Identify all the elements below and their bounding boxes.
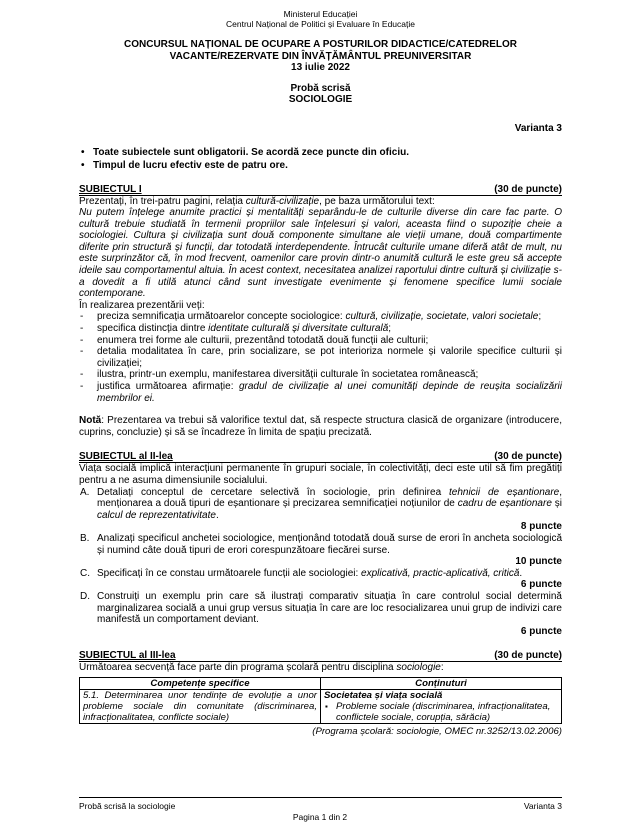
question-letter: A. (80, 486, 90, 498)
table-header-row (80, 677, 562, 689)
content-item: ▪ Probleme sociale (discriminarea, infracționalitatea, conflictele sociale, corupția, sărăcia) (324, 701, 558, 723)
section-3-label: SUBIECTUL al III-lea (79, 650, 176, 662)
rules-list (79, 146, 562, 172)
intro-text-end: : (440, 662, 444, 674)
task-lead: În realizarea prezentării veți: (79, 299, 205, 311)
question-emphasis: calcul de reprezentativitate (97, 509, 216, 521)
task-text: justifica următoarea afirmație: (97, 381, 239, 392)
table-header: Competențe specifice (80, 677, 321, 689)
question-emphasis: tehnicii de eșantionare (448, 486, 560, 498)
exam-page (79, 0, 562, 737)
note-label: Notă (79, 415, 102, 427)
intro-text-end: , pe baza următorului text: (319, 195, 435, 207)
curriculum-table (79, 677, 562, 724)
question-c (79, 568, 562, 591)
section-1-quote: Nu putem înțelege anumite practici și mentalități separându-le de culturile diverse din care fac parte. O cultură trebuie studiată în termenii propriilor sale înțelesuri și valori, aceasta fiind o supoziție cheie a sociologiei. Cultura și civilizația sunt două componente simultane ale vieții umane, două compartimente diferite prin structură și funcții, dar totodată interdependente. Întrucât culturile umane diferă atât de mult, nu este surprinzător că, în mod frecvent, oamenilor care provin dintr-o anumită cultură le este greu să accepte ideile sau comportamentul altuia. În acest context, necesitatea analizei raportului dintre cultură și civilizație s-a dovedit a fi utilă atunci când sunt investigate evenimente și fenomene specifice lumii sociale contemporane. (79, 207, 562, 300)
table-header: Conținuturi (321, 677, 562, 689)
section-1-label: SUBIECTUL I (79, 183, 142, 195)
question-d (79, 591, 562, 637)
task-text: specifica distincția dintre (97, 323, 209, 335)
section-1-intro (79, 196, 562, 208)
task-emphasis: cultură, civilizație, societate, valori societale (345, 311, 539, 323)
task-text-end: ; (388, 323, 392, 335)
section-2-intro: Viața socială implică interacțiuni permanente în grupuri sociale, în colectivități, deci este util să fim pregătiți pentru a ne asuma dimensiunile socialului. (79, 463, 562, 486)
task-text-end: ; (538, 311, 542, 323)
section-1-points: (30 de puncte) (494, 183, 562, 195)
question-b (79, 533, 562, 568)
question-points: 8 puncte (520, 521, 562, 533)
question-points: 6 puncte (520, 579, 562, 591)
question-letter: D. (80, 590, 90, 602)
task-item (79, 381, 562, 404)
intro-emphasis: cultură-civilizație (245, 195, 320, 207)
task-emphasis: gradul de civilizație al unei comunități depinde de reușita socializării membrilor ei. (97, 381, 562, 404)
exam-type: Probă scrisă (290, 82, 351, 94)
rule-item: • Toate subiectele sunt obligatorii. Se acordă zece puncte din oficiu. (79, 146, 562, 159)
note-text: : Prezentarea va trebui să valorifice textul dat, să respecte structura clasică de organizare (introducere, cuprins, concluzie) și să se încadreze în limita de spațiu precizată. (79, 415, 562, 438)
question-emphasis: explicativă, practic-aplicativă, critică (361, 567, 520, 579)
footer-right: Varianta 3 (523, 801, 562, 811)
ministry-name: Ministerul Educației (283, 9, 358, 19)
task-emphasis: identitate culturală și diversitate culturală (208, 323, 389, 335)
section-3-intro (79, 662, 562, 674)
title-line-1: CONCURSUL NAȚIONAL DE OCUPARE A POSTURILOR DIDACTICE/CATEDRELOR (124, 39, 517, 50)
footer-left: Probă scrisă la sociologie (79, 801, 176, 811)
content-title: Societatea și viața socială (324, 689, 443, 701)
intro-text: Prezentați, în trei-patru pagini, relația (79, 195, 246, 207)
section-2-points: (30 de puncte) (494, 451, 562, 463)
rule-item: • Timpul de lucru efectiv este de patru ore. (79, 159, 562, 172)
task-text: preciza semnificația următoarelor concepte sociologice: (97, 311, 346, 323)
table-cell-competence: 5.1. Determinarea unor tendințe de evoluție a unor probleme sociale din comunitate (discriminarea, infracționalitatea, conflicte sociale) (80, 689, 321, 723)
task-item (79, 323, 562, 335)
table-cell-content (321, 689, 562, 723)
center-name: Centrul Național de Politici și Evaluare în Educație (226, 19, 415, 29)
question-text: Construiți un exemplu prin care să ilustrați comparativ situația în care controlul social determină marginalizarea socială a unui grup versus situația în care are loc resocializarea unui grup de indivizi care manifestă un comportament deviant. (97, 590, 562, 626)
section-3-heading (79, 650, 562, 662)
question-text: Analizați specificul anchetei sociologice, menționând totodată două surse de erori în ancheta sociologică și numind câte două tipuri de erori corespunzătoare fiecărei surse. (97, 532, 562, 556)
question-a (79, 487, 562, 533)
question-letter: C. (80, 567, 90, 579)
page-number: Pagina 1 din 2 (292, 812, 348, 822)
question-letter: B. (80, 532, 90, 544)
intro-emphasis: sociologie (396, 662, 441, 674)
task-item: - enumera trei forme ale culturii, prezentând totodată două funcții ale culturii; (79, 335, 562, 347)
page-footer (79, 797, 562, 811)
question-points: 10 puncte (515, 556, 562, 568)
question-points: 6 puncte (520, 625, 562, 637)
question-emphasis: cadru de eșantionare (457, 498, 552, 510)
variant-label: Varianta 3 (514, 122, 562, 134)
task-item (79, 311, 562, 323)
question-text: Detaliați conceptul de cercetare selectivă în sociologie, prin definirea (97, 486, 449, 498)
question-text: Specificați în ce constau următoarele funcții ale sociologiei: (97, 567, 362, 579)
exam-date: 13 iulie 2022 (291, 62, 350, 73)
note-paragraph (79, 415, 562, 438)
question-text: , menționarea a două tipuri de eșantionare și precizarea semnificației noțiunilor de (97, 486, 562, 510)
section-2-heading (79, 451, 562, 463)
question-text: . (519, 567, 523, 579)
table-source: (Programa școlară: sociologie, OMEC nr.3252/13.02.2006) (312, 725, 562, 737)
section-3-points: (30 de puncte) (494, 650, 562, 662)
question-text: și (551, 498, 562, 510)
table-row (80, 689, 562, 723)
intro-text: Următoarea secvență face parte din programa școlară pentru disciplina (79, 662, 397, 674)
question-text: . (215, 509, 219, 521)
title-line-2: VACANTE/REZERVATE DIN ÎNVĂȚĂMÂNTUL PREUNIVERSITAR (169, 50, 472, 62)
section-1-heading (79, 184, 562, 196)
exam-subject: SOCIOLOGIE (288, 94, 353, 105)
task-item: - ilustra, printr-un exemplu, manifestarea diversității culturale în societatea românească; (79, 369, 562, 381)
section-2-label: SUBIECTUL al II-lea (79, 451, 173, 463)
task-item: - detalia modalitatea în care, prin socializare, se pot interioriza normele și valorile specifice culturii și civilizației; (79, 346, 562, 369)
